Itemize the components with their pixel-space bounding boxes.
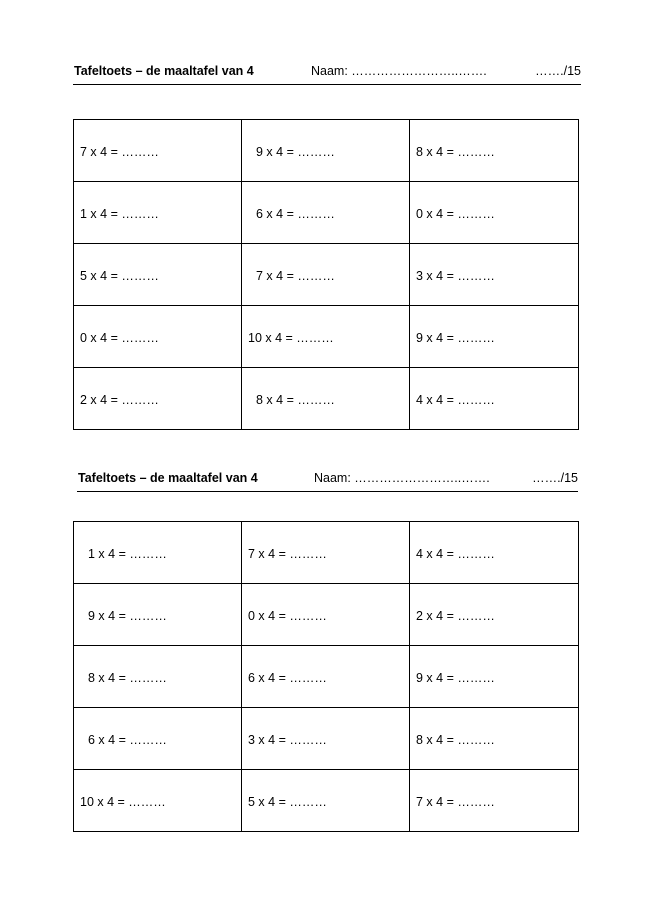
- exercise-cell: 9 x 4 = ………: [410, 646, 579, 708]
- table-row: [74, 306, 579, 368]
- exercise-cell: 4 x 4 = ………: [410, 368, 579, 430]
- exercise-cell: 7 x 4 = ………: [74, 120, 242, 182]
- exercise-cell: 8 x 4 = ………: [242, 368, 410, 430]
- exercise-cell: 9 x 4 = ………: [242, 120, 410, 182]
- exercise-cell: 7 x 4 = ………: [410, 770, 579, 832]
- exercise-cell: 10 x 4 = ………: [74, 770, 242, 832]
- test-header: [77, 471, 578, 492]
- exercise-grid: [73, 521, 579, 832]
- exercise-cell: 6 x 4 = ………: [74, 708, 242, 770]
- table-row: [74, 646, 579, 708]
- table-row: [74, 368, 579, 430]
- table-row: [74, 584, 579, 646]
- exercise-cell: 0 x 4 = ………: [410, 182, 579, 244]
- name-field: Naam: ……………………..…….: [314, 471, 490, 485]
- exercise-cell: 3 x 4 = ………: [410, 244, 579, 306]
- exercise-cell: 8 x 4 = ………: [410, 708, 579, 770]
- exercise-cell: 2 x 4 = ………: [410, 584, 579, 646]
- exercise-cell: 9 x 4 = ………: [410, 306, 579, 368]
- test-title: Tafeltoets – de maaltafel van 4: [74, 64, 254, 78]
- score-field: ……./15: [532, 471, 578, 485]
- exercise-cell: 0 x 4 = ………: [242, 584, 410, 646]
- score-field: ……./15: [535, 64, 581, 78]
- exercise-cell: 6 x 4 = ………: [242, 182, 410, 244]
- table-row: [74, 120, 579, 182]
- exercise-cell: 7 x 4 = ………: [242, 522, 410, 584]
- exercise-cell: 10 x 4 = ………: [242, 306, 410, 368]
- exercise-cell: 1 x 4 = ………: [74, 522, 242, 584]
- table-row: [74, 522, 579, 584]
- table-row: [74, 708, 579, 770]
- exercise-cell: 8 x 4 = ………: [410, 120, 579, 182]
- exercise-cell: 5 x 4 = ………: [242, 770, 410, 832]
- table-row: [74, 182, 579, 244]
- test-title: Tafeltoets – de maaltafel van 4: [78, 471, 258, 485]
- name-field: Naam: ……………………..…….: [311, 64, 487, 78]
- exercise-cell: 2 x 4 = ………: [74, 368, 242, 430]
- exercise-cell: 1 x 4 = ………: [74, 182, 242, 244]
- exercise-cell: 7 x 4 = ………: [242, 244, 410, 306]
- exercise-cell: 6 x 4 = ………: [242, 646, 410, 708]
- exercise-cell: 8 x 4 = ………: [74, 646, 242, 708]
- exercise-cell: 0 x 4 = ………: [74, 306, 242, 368]
- test-header: [73, 64, 581, 85]
- exercise-cell: 5 x 4 = ………: [74, 244, 242, 306]
- exercise-grid: [73, 119, 579, 430]
- table-row: [74, 244, 579, 306]
- exercise-cell: 9 x 4 = ………: [74, 584, 242, 646]
- exercise-cell: 3 x 4 = ………: [242, 708, 410, 770]
- table-row: [74, 770, 579, 832]
- exercise-cell: 4 x 4 = ………: [410, 522, 579, 584]
